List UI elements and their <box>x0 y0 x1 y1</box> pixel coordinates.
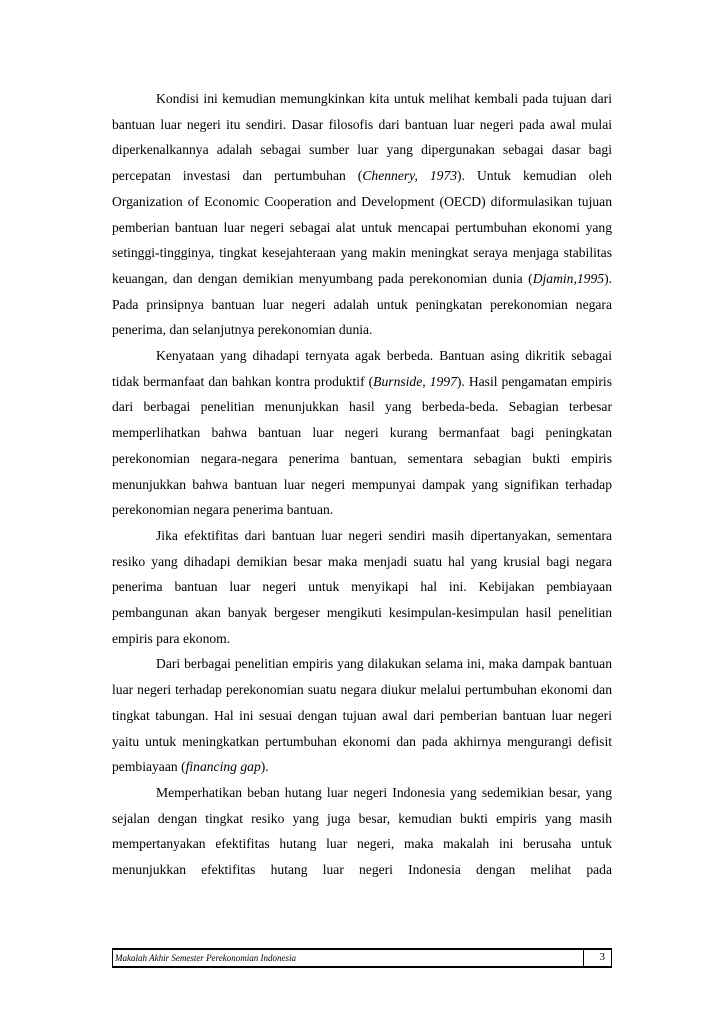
footer-title: Makalah Akhir Semester Perekonomian Indonesia <box>115 953 296 963</box>
paragraph <box>112 523 612 652</box>
text-run: ). <box>260 759 269 775</box>
footer-divider <box>583 950 584 966</box>
page-number: 3 <box>599 951 605 963</box>
page-footer <box>112 948 612 968</box>
text-run: Jika efektifitas dari bantuan luar negeri sendiri masih dipertanyakan, sementara resiko yang dihadapi demikian besar maka menjadi suatu hal yang krusial bagi negara penerima bantuan luar negeri untuk menyikapi hal ini. Kebijakan pembiayaan pembangunan akan banyak bergeser mengikuti kesimpulan-kesimpulan hasil penelitian empiris para ekonom. <box>112 527 612 646</box>
text-run: ). Untuk kemudian oleh Organization of Economic Cooperation and Development (OECD) diformulasikan tujuan pemberian bantuan luar negeri sebagai alat untuk mencapai pertumbuhan ekonomi yang setinggi-tingginya, tingkat kesejahteraan yang makin meningkat seraya menjaga stabilitas keuangan, dan dengan demikian menyumbang pada perekonomian dunia ( <box>112 168 612 286</box>
italic-term: financing gap <box>185 759 261 775</box>
paragraph <box>112 343 612 523</box>
text-run: ). Hasil pengamatan empiris dari berbagai penelitian menunjukkan hasil yang berbeda-beda. Sebagian terbesar memperlihatkan bahwa bantuan luar negeri kurang bermanfaat bagi peningkatan perekonomian negara-negara penerima bantuan, sementara sebagian bukti empiris menunjukkan bahwa bantuan luar negeri mempunyai dampak yang signifikan terhadap perekonomian negara penerima bantuan. <box>112 373 613 518</box>
text-run: Kondisi ini kemudian memungkinkan kita untuk melihat kembali pada tujuan dari bantuan luar negeri itu sendiri. Dasar filosofis dari bantuan luar negeri pada awal mulai diperkenalkannya adalah sebagai sumber luar yang dipergunakan sebagai dasar bagi percepatan investasi dan pertumbuhan ( <box>112 91 612 184</box>
body-text <box>112 86 612 883</box>
paragraph <box>112 86 612 343</box>
text-run: ). Pada prinsipnya bantuan luar negeri adalah untuk peningkatan perekonomian negara penerima, dan selanjutnya perekonomian dunia. <box>112 270 612 338</box>
paragraph <box>112 651 612 780</box>
citation: Chennery, 1973 <box>362 168 458 184</box>
text-run: Dari berbagai penelitian empiris yang dilakukan selama ini, maka dampak bantuan luar negeri terhadap perekonomian suatu negara diukur melalui pertumbuhan ekonomi dan tingkat tabungan. Hal ini sesuai dengan tujuan awal dari pemberian bantuan luar negeri yaitu untuk meningkatkan pertumbuhan ekonomi dan pada akhirnya mengurangi defisit pembiayaan ( <box>112 656 612 775</box>
citation: Djamin,1995 <box>532 270 605 286</box>
citation: Burnside, 1997 <box>373 373 457 389</box>
paragraph <box>112 780 612 883</box>
text-run: Kenyataan yang dihadapi ternyata agak berbeda. Bantuan asing dikritik sebagai tidak bermanfaat dan bahkan kontra produktif ( <box>112 348 612 389</box>
text-run: Memperhatikan beban hutang luar negeri Indonesia yang sedemikian besar, yang sejalan dengan tingkat resiko yang juga besar, kemudian bukti empiris yang masih mempertanyakan efektifitas hutang luar negeri, maka makalah ini berusaha untuk menunjukkan efektifitas hutang luar negeri Indonesia dengan melihat pada <box>112 784 612 878</box>
